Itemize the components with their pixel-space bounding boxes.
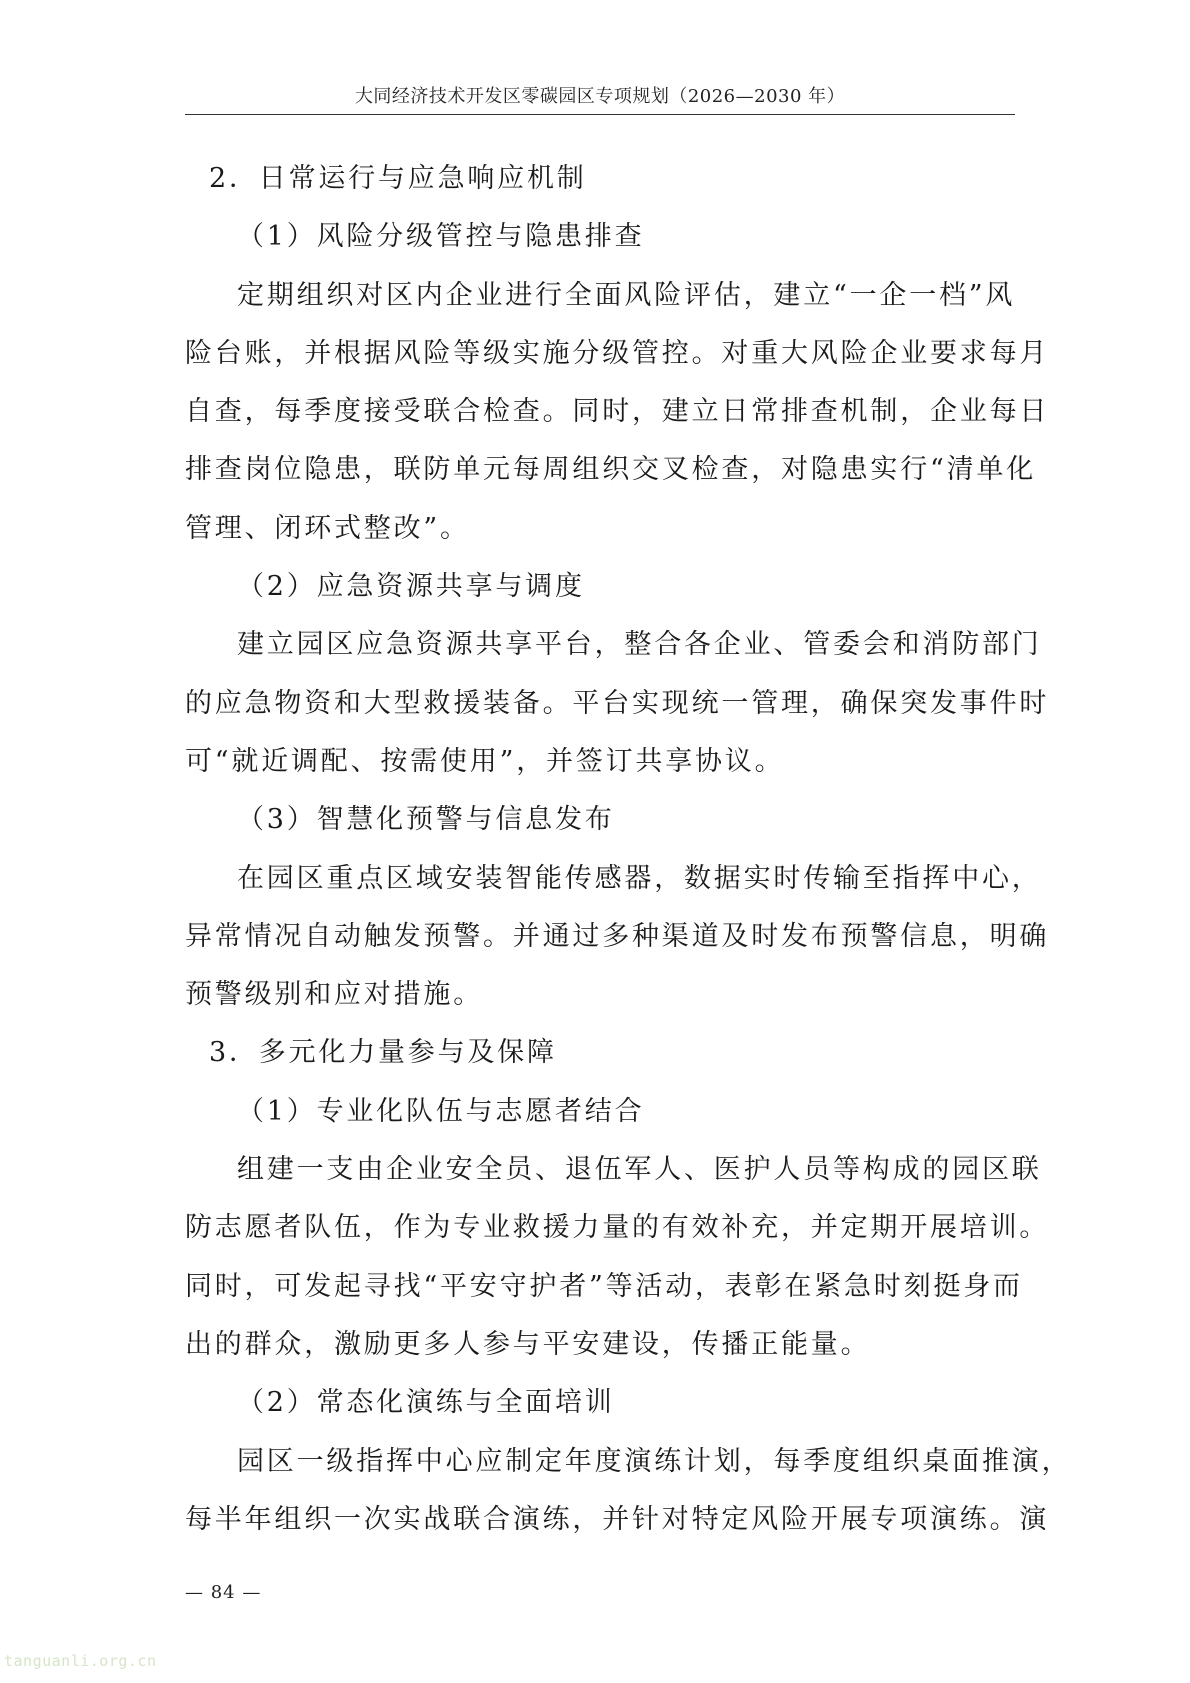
subsection-heading: （3）智慧化预警与信息发布 — [237, 804, 615, 836]
paragraph-line: 可“就近调配、按需使用”，并签订共享协议。 — [185, 745, 785, 777]
document-body — [185, 150, 1072, 1549]
subsection-heading: （1）风险分级管控与隐患排查 — [237, 221, 645, 253]
paragraph-line: 园区一级指挥中心应制定年度演练计划，每季度组织桌面推演， — [237, 1445, 1072, 1477]
paragraph-line: 出的群众，激励更多人参与平安建设，传播正能量。 — [185, 1328, 871, 1360]
paragraph-line: 预警级别和应对措施。 — [185, 979, 483, 1011]
subsection-heading: （2）常态化演练与全面培训 — [237, 1387, 615, 1419]
paragraph-line: 险台账，并根据风险等级实施分级管控。对重大风险企业要求每月 — [185, 337, 1050, 369]
paragraph-line: 防志愿者队伍，作为专业救援力量的有效补充，并定期开展培训。 — [185, 1212, 1050, 1244]
section-heading: 3．多元化力量参与及保障 — [209, 1037, 557, 1069]
paragraph-line: 异常情况自动触发预警。并通过多种渠道及时发布预警信息，明确 — [185, 920, 1050, 952]
paragraph-line: 定期组织对区内企业进行全面风险评估，建立“一企一档”风 — [237, 279, 1016, 311]
subsection-heading: （1）专业化队伍与志愿者结合 — [237, 1095, 645, 1127]
subsection-heading: （2）应急资源共享与调度 — [237, 571, 585, 603]
section-heading: 2．日常运行与应急响应机制 — [209, 163, 587, 194]
paragraph-line: 排查岗位隐患，联防单元每周组织交叉检查，对隐患实行“清单化 — [185, 454, 1037, 486]
paragraph-line: 在园区重点区域安装智能传感器，数据实时传输至指挥中心， — [237, 862, 1042, 894]
paragraph-line: 建立园区应急资源共享平台，整合各企业、管委会和消防部门 — [237, 629, 1042, 661]
paragraph-line: 同时，可发起寻找“平安守护者”等活动，表彰在紧急时刻挺身而 — [185, 1270, 1023, 1302]
paragraph-line: 管理、闭环式整改”。 — [185, 512, 470, 544]
paragraph-line: 每半年组织一次实战联合演练，并针对特定风险开展专项演练。演 — [185, 1503, 1050, 1535]
watermark: tanguanli.org.cn — [4, 1652, 157, 1670]
paragraph-line: 自查，每季度接受联合检查。同时，建立日常排查机制，企业每日 — [185, 396, 1050, 428]
page-number: — 84 — — [185, 1582, 262, 1603]
paragraph-line: 的应急物资和大型救援装备。平台实现统一管理，确保突发事件时 — [185, 687, 1050, 719]
page-header: 大同经济技术开发区零碳园区专项规划（2026—2030 年） — [185, 82, 1015, 115]
paragraph-line: 组建一支由企业安全员、退伍军人、医护人员等构成的园区联 — [237, 1154, 1042, 1186]
